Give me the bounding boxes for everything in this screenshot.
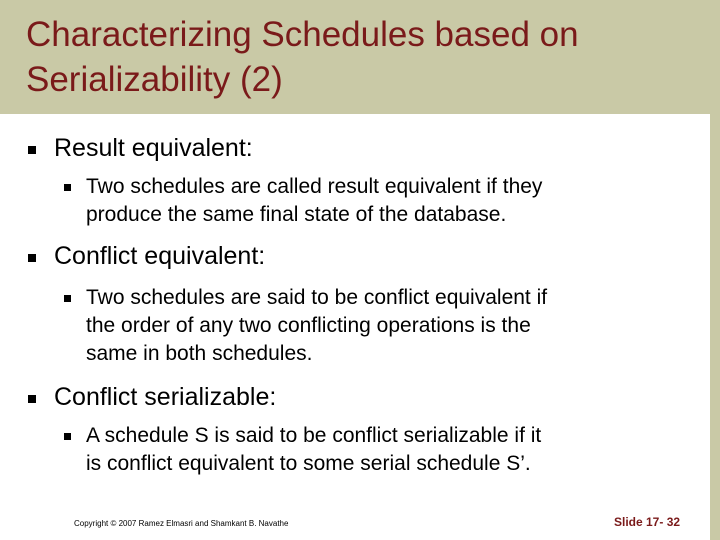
heading-conflict-equivalent: Conflict equivalent: [54, 242, 266, 270]
conflict-equivalent-text-line-2: the order of any two conflicting operations is the [86, 314, 531, 337]
sub-bullet-square-icon [64, 184, 71, 191]
sub-bullet-square-icon [64, 295, 71, 302]
conflict-equivalent-text-line-1: Two schedules are said to be conflict equivalent if [86, 286, 548, 309]
bullet-square-icon [28, 395, 36, 403]
right-accent-bar [710, 114, 720, 540]
result-equivalent-text-line-2: produce the same final state of the database. [86, 203, 507, 226]
conflict-serializable-text-line-2: is conflict equivalent to some serial schedule S’. [86, 452, 531, 475]
heading-result-equivalent: Result equivalent: [54, 134, 253, 162]
bullet-square-icon [28, 254, 36, 262]
footer-slide-number: Slide 17- 32 [614, 515, 681, 529]
slide-title-line-2: Serializability (2) [26, 60, 283, 99]
conflict-serializable-text-line-1: A schedule S is said to be conflict serializable if it [86, 424, 542, 447]
conflict-equivalent-text-line-3: same in both schedules. [86, 342, 313, 365]
sub-bullet-square-icon [64, 433, 71, 440]
heading-conflict-serializable: Conflict serializable: [54, 383, 277, 411]
result-equivalent-text-line-1: Two schedules are called result equivalent if they [86, 175, 543, 198]
slide-title-line-1: Characterizing Schedules based on [26, 15, 579, 54]
footer-copyright: Copyright © 2007 Ramez Elmasri and Shamkant B. Navathe [74, 519, 289, 528]
bullet-square-icon [28, 146, 36, 154]
